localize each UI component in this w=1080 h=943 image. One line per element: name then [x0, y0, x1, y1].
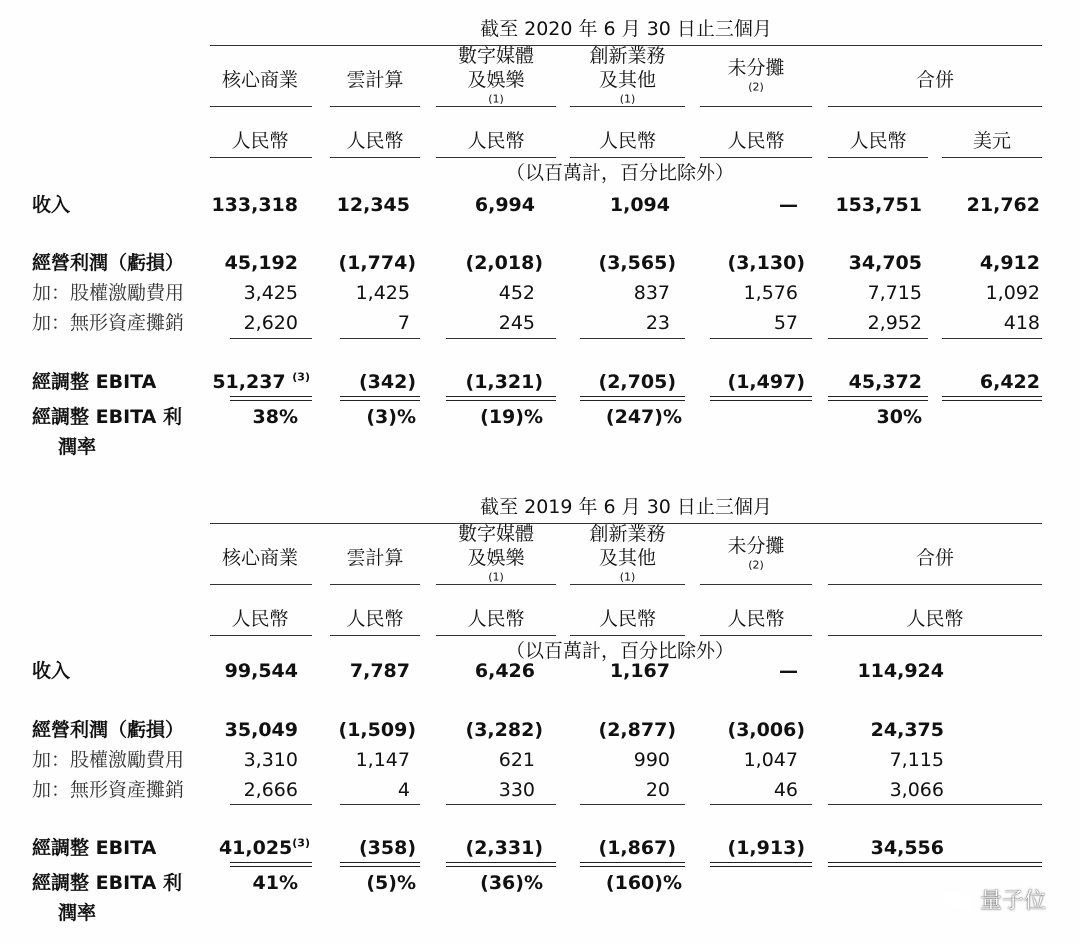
currency-label: 人民幣 [346, 608, 404, 630]
row-label-adjusted-ebita: 經調整 EBITA [32, 837, 157, 859]
currency-label: 美元 [972, 130, 1011, 152]
header-innovation: 創新業務 及其他 $^{(1)}$ [589, 45, 666, 106]
rule [330, 157, 420, 158]
header-consolidated: 合併 [915, 547, 954, 569]
rule [828, 157, 928, 158]
cell: (1,321) [465, 371, 543, 393]
rule [942, 338, 1042, 339]
row-label-sbc: 加：股權激勵費用 [32, 749, 185, 771]
cell: 30% [876, 406, 922, 428]
cell: 46 [773, 779, 798, 801]
cell: 99,544 [224, 660, 298, 682]
rule [828, 635, 1042, 636]
rule [828, 106, 1042, 107]
cell: 23 [645, 312, 670, 334]
cell: 418 [1003, 312, 1040, 334]
cell: 3,425 [243, 282, 298, 304]
cell: 1,094 [609, 194, 670, 216]
currency-label: 人民幣 [727, 608, 785, 630]
rule [210, 584, 312, 585]
cell: (342) [358, 371, 416, 393]
row-label-operating-income: 經營利潤（虧損） [32, 719, 185, 741]
rule [436, 157, 556, 158]
cell: 41,025$^{(3)}$ [218, 836, 310, 859]
double-rule [710, 396, 812, 401]
header-consolidated: 合併 [915, 69, 954, 91]
rule [828, 584, 1042, 585]
cell: (3,282) [465, 719, 543, 741]
rule [580, 804, 685, 805]
double-rule [446, 396, 556, 401]
cell: 7,115 [889, 749, 944, 771]
rule [700, 106, 812, 107]
cell: 41% [252, 872, 298, 894]
cell: 45,192 [224, 252, 298, 274]
cell: (3,006) [727, 719, 805, 741]
rule [828, 804, 1042, 805]
cell: 6,994 [474, 194, 535, 216]
cell: (1,913) [727, 837, 805, 859]
cell: 1,576 [743, 282, 798, 304]
rule [828, 338, 928, 339]
rule [580, 338, 685, 339]
rule [230, 804, 312, 805]
cell: (2,877) [598, 719, 676, 741]
rule [436, 635, 556, 636]
cell: (2,018) [465, 252, 543, 274]
cell: 51,237 $^{(3)}$ [212, 370, 310, 393]
cell: 12,345 [336, 194, 410, 216]
double-rule [340, 862, 420, 867]
cell: (3,130) [727, 252, 805, 274]
header-innovation: 創新業務 及其他 $^{(1)}$ [589, 523, 666, 584]
currency-label: 人民幣 [598, 130, 656, 152]
cell: (1,774) [338, 252, 416, 274]
cell: 4 [397, 779, 410, 801]
cell: 1,147 [355, 749, 410, 771]
cell: 153,751 [835, 194, 922, 216]
cell: (247)% [605, 406, 682, 428]
rule [570, 106, 685, 107]
cell: 45,372 [848, 371, 922, 393]
rule [570, 584, 685, 585]
watermark [944, 884, 1046, 915]
header-digital-media: 數字媒體 及娛樂 $^{(1)}$ [457, 523, 534, 584]
cell: 2,620 [243, 312, 298, 334]
cell: 57 [773, 312, 798, 334]
period-title: 截至 2020 年 6 月 30 日止三個月 [480, 18, 772, 40]
row-label-sbc: 加：股權激勵費用 [32, 282, 185, 304]
cell: 330 [498, 779, 535, 801]
cell: 2,952 [867, 312, 922, 334]
cell: 34,556 [870, 837, 944, 859]
row-label-ebita-margin: 經調整 EBITA 利 潤率 [32, 406, 182, 458]
cell: 35,049 [224, 719, 298, 741]
rule [210, 106, 312, 107]
unit-note: （以百萬計，百分比除外） [505, 162, 734, 184]
rule [330, 106, 420, 107]
cell: (160)% [605, 872, 682, 894]
rule [436, 106, 556, 107]
row-label-operating-income: 經營利潤（虧損） [32, 252, 185, 274]
currency-label: 人民幣 [849, 130, 907, 152]
cell: (3,565) [598, 252, 676, 274]
rule [436, 584, 556, 585]
cell: (1,867) [598, 837, 676, 859]
rule [700, 635, 812, 636]
cell: (1,497) [727, 371, 805, 393]
currency-label: 人民幣 [467, 608, 525, 630]
rule [340, 338, 420, 339]
cell: 24,375 [870, 719, 944, 741]
cell: 6,422 [979, 371, 1040, 393]
double-rule [828, 862, 1042, 867]
cell: — [779, 660, 798, 682]
wechat-icon [944, 889, 974, 911]
double-rule [580, 862, 685, 867]
cell: 7,715 [867, 282, 922, 304]
rule [570, 157, 685, 158]
double-rule [580, 396, 685, 401]
row-label-ebita-margin: 經調整 EBITA 利 潤率 [32, 872, 182, 924]
cell: 837 [633, 282, 670, 304]
rule [330, 584, 420, 585]
currency-label: 人民幣 [598, 608, 656, 630]
double-rule [230, 396, 312, 401]
double-rule [340, 396, 420, 401]
cell: 3,066 [889, 779, 944, 801]
cell: 34,705 [848, 252, 922, 274]
double-rule [446, 862, 556, 867]
double-rule [942, 396, 1042, 401]
currency-label: 人民幣 [467, 130, 525, 152]
period-title: 截至 2019 年 6 月 30 日止三個月 [480, 496, 772, 518]
currency-label: 人民幣 [727, 130, 785, 152]
currency-label: 人民幣 [231, 130, 289, 152]
header-core-commerce: 核心商業 [221, 547, 298, 569]
cell: 621 [498, 749, 535, 771]
row-label-revenue: 收入 [32, 660, 71, 682]
cell: 1,167 [609, 660, 670, 682]
row-label-amortization: 加：無形資產攤銷 [32, 779, 185, 801]
cell: 38% [252, 406, 298, 428]
rule [210, 157, 312, 158]
currency-label: 人民幣 [231, 608, 289, 630]
rule [570, 635, 685, 636]
cell: (2,705) [598, 371, 676, 393]
double-rule [828, 396, 928, 401]
currency-label: 人民幣 [906, 608, 964, 630]
rule [340, 804, 420, 805]
cell: 7,787 [349, 660, 410, 682]
watermark-text: 量子位 [979, 889, 1046, 914]
cell: 4,912 [979, 252, 1040, 274]
cell: (2,331) [465, 837, 543, 859]
cell: — [779, 194, 798, 216]
rule [230, 338, 312, 339]
cell: (358) [358, 837, 416, 859]
header-digital-media: 數字媒體 及娛樂 $^{(1)}$ [457, 45, 534, 106]
currency-label: 人民幣 [346, 130, 404, 152]
cell: 452 [498, 282, 535, 304]
cell: 133,318 [211, 194, 298, 216]
rule [700, 584, 812, 585]
header-unallocated: 未分攤 $^{(2)}$ [727, 535, 785, 572]
cell: 245 [498, 312, 535, 334]
cell: 7 [397, 312, 410, 334]
cell: 2,666 [243, 779, 298, 801]
rule [700, 157, 812, 158]
header-cloud: 雲計算 [346, 69, 404, 91]
rule [710, 804, 812, 805]
cell: (36)% [480, 872, 543, 894]
cell: 1,047 [743, 749, 798, 771]
cell: 21,762 [966, 194, 1040, 216]
row-label-adjusted-ebita: 經調整 EBITA [32, 371, 157, 393]
rule [942, 157, 1042, 158]
cell: 114,924 [857, 660, 944, 682]
cell: 6,426 [474, 660, 535, 682]
header-cloud: 雲計算 [346, 547, 404, 569]
cell: 1,425 [355, 282, 410, 304]
cell: 990 [633, 749, 670, 771]
header-unallocated: 未分攤 $^{(2)}$ [727, 57, 785, 94]
rule [446, 338, 556, 339]
unit-note: （以百萬計，百分比除外） [505, 640, 734, 662]
cell: 1,092 [985, 282, 1040, 304]
cell: (5)% [366, 872, 416, 894]
cell: 3,310 [243, 749, 298, 771]
row-label-revenue: 收入 [32, 194, 71, 216]
double-rule [710, 862, 812, 867]
row-label-amortization: 加：無形資產攤銷 [32, 312, 185, 334]
cell: (3)% [366, 406, 416, 428]
rule [710, 338, 812, 339]
cell: 20 [645, 779, 670, 801]
rule [330, 635, 420, 636]
cell: (19)% [480, 406, 543, 428]
rule [446, 804, 556, 805]
cell: (1,509) [338, 719, 416, 741]
rule [210, 635, 312, 636]
header-core-commerce: 核心商業 [221, 69, 298, 91]
double-rule [230, 862, 312, 867]
